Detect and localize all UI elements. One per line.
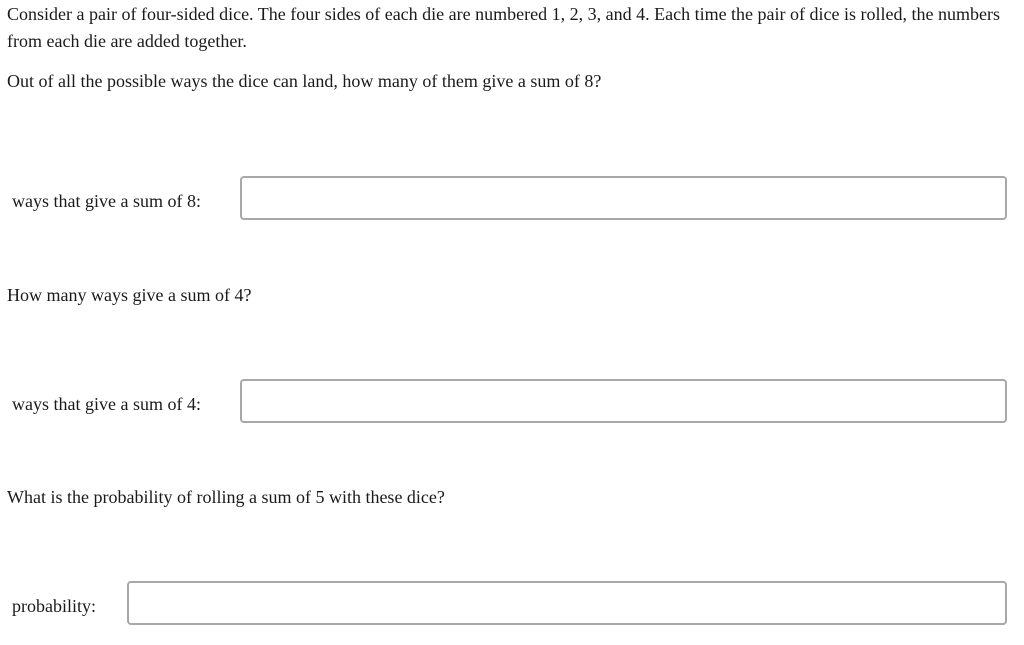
answer-label-sum-8: ways that give a sum of 8: bbox=[12, 191, 201, 211]
answer-input-probability[interactable] bbox=[127, 581, 1007, 625]
problem-intro: Consider a pair of four-sided dice. The four sides of each die are numbered 1, 2, 3, and 4. Each time the pair of dice is rolled, the numbers from each die are added together. bbox=[7, 4, 1000, 51]
question-sum-8: Out of all the possible ways the dice can land, how many of them give a sum of 8? bbox=[7, 71, 602, 91]
answer-label-sum-4: ways that give a sum of 4: bbox=[12, 394, 201, 414]
answer-input-sum-4[interactable] bbox=[240, 379, 1007, 423]
question-probability-sum-5: What is the probability of rolling a sum of 5 with these dice? bbox=[7, 487, 445, 507]
answer-label-probability: probability: bbox=[12, 596, 96, 616]
answer-row-sum-8 bbox=[0, 176, 1024, 224]
answer-row-sum-4 bbox=[0, 379, 1024, 427]
question-sum-4: How many ways give a sum of 4? bbox=[7, 285, 252, 305]
answer-row-probability bbox=[0, 581, 1024, 629]
answer-input-sum-8[interactable] bbox=[240, 176, 1007, 220]
